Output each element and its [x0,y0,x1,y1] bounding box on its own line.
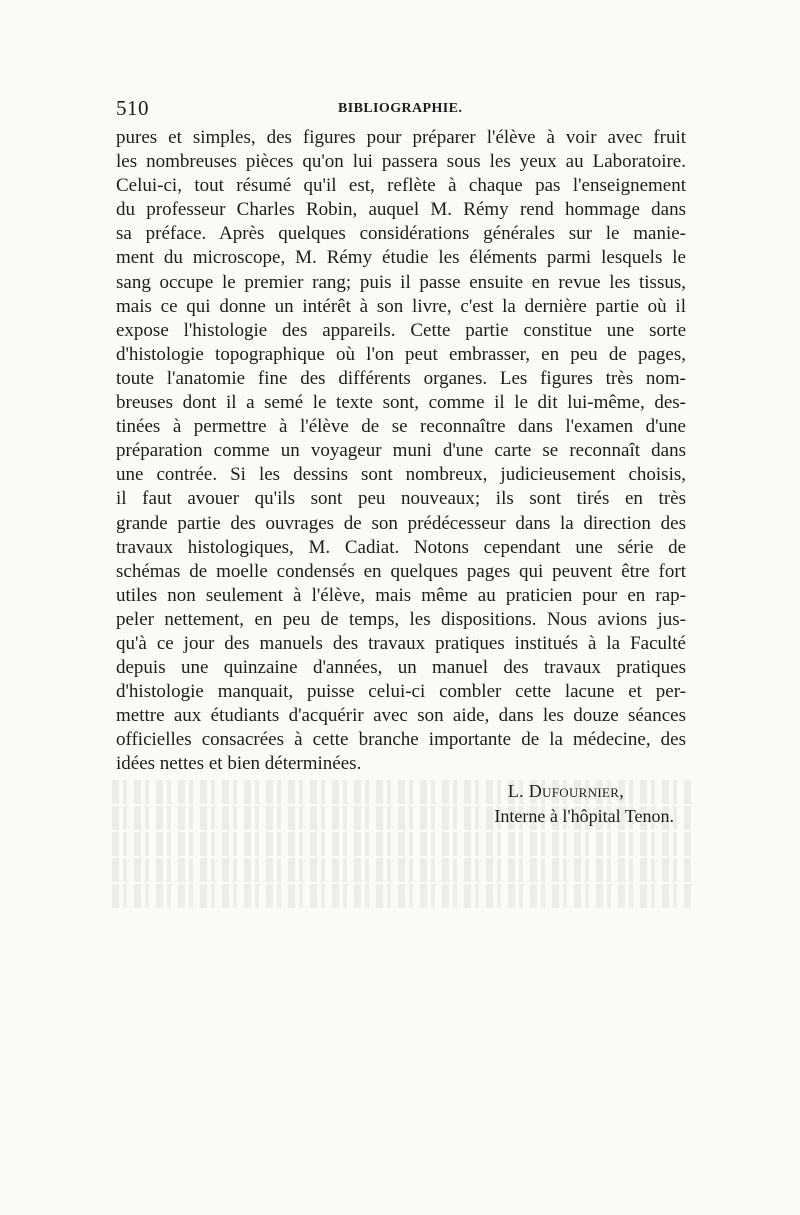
text-line: sa préface. Après quelques considérations générales sur le manie- [116,223,686,245]
signature-author: L. Dufournier, [507,780,624,801]
review-body-text [116,126,686,777]
text-line: sang occupe le premier rang; puis il passe ensuite en revue les tissus, [116,271,686,293]
text-line: pures et simples, des figures pour préparer l'élève à voir avec fruit [116,127,686,148]
signature-title: Interne à l'hôpital Tenon. [494,805,674,826]
signature-block [116,779,686,829]
text-line: mais ce qui donne un intérêt à son livre, c'est la dernière partie où il [116,295,686,317]
text-line: toute l'anatomie fine des différents organes. Les figures très nom- [116,367,686,389]
running-head [116,96,686,126]
page-number: 510 [116,96,149,120]
text-line: qu'à ce jour des manuels des travaux pratiques institués à la Faculté [116,632,686,654]
text-line: tinées à permettre à l'élève de se reconnaître dans l'examen d'une [116,416,686,438]
text-line: préparation comme un voyageur muni d'une carte se reconnaît dans [116,440,686,462]
text-line: d'histologie topographique où l'on peut embrasser, en peu de pages, [116,343,686,365]
text-line: breuses dont il a semé le texte sont, comme il le dit lui-même, des- [116,392,686,414]
text-line: Celui-ci, tout résumé qu'il est, reflète à chaque pas l'enseignement [116,175,686,197]
text-line: peler nettement, en peu de temps, les dispositions. Nous avions jus- [116,608,686,630]
document-page [116,96,686,829]
text-line: mettre aux étudiants d'acquérir avec son aide, dans les douze séances [116,705,686,727]
text-line: grande partie des ouvrages de son prédécesseur dans la direction des [116,512,686,534]
text-line: les nombreuses pièces qu'on lui passera sous les yeux au Laboratoire. [116,151,686,173]
text-line: une contrée. Si les dessins sont nombreux, judicieusement choisis, [116,464,686,486]
text-line: schémas de moelle condensés en quelques pages qui peuvent être fort [116,560,686,582]
text-line: expose l'histologie des appareils. Cette partie constitue une sorte [116,319,686,341]
text-line: utiles non seulement à l'élève, mais même au praticien pour en rap- [116,584,686,606]
section-title: BIBLIOGRAPHIE. [338,101,463,116]
text-line: officielles consacrées à cette branche importante de la médecine, des [116,729,686,751]
text-line: d'histologie manquait, puisse celui-ci combler cette lacune et per- [116,681,686,703]
signature-initial: L. D [507,780,543,801]
text-line: depuis une quinzaine d'années, un manuel des travaux pratiques [116,657,686,679]
text-line: du professeur Charles Robin, auquel M. Rémy rend hommage dans [116,199,686,221]
text-line: idées nettes et bien déterminées. [116,753,362,775]
signature-surname: ufournier [542,780,620,801]
text-line: il faut avouer qu'ils sont peu nouveaux; ils sont tirés en très [116,488,686,510]
text-line: ment du microscope, M. Rémy étudie les éléments parmi lesquels le [116,247,686,269]
text-line: travaux histologiques, M. Cadiat. Notons cependant une série de [116,536,686,558]
